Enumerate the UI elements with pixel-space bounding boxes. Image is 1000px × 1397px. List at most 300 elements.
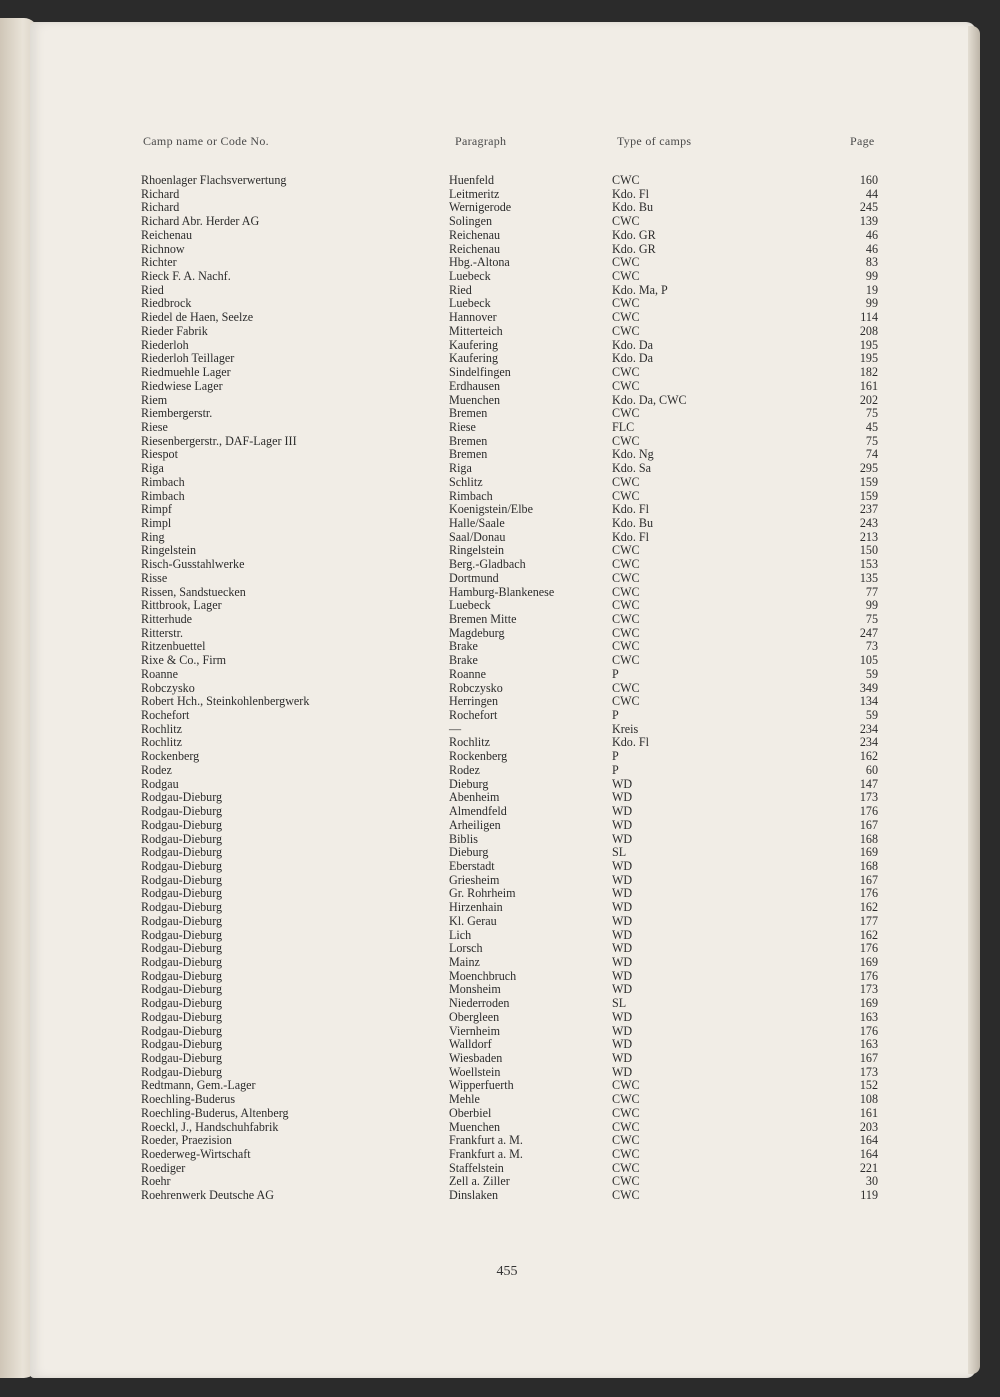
table-row	[0, 256, 1000, 270]
table-row	[0, 887, 1000, 901]
table-row	[0, 201, 1000, 215]
table-row	[0, 736, 1000, 750]
table-row	[0, 1025, 1000, 1039]
paragraph-cell: Bremen	[449, 447, 488, 462]
page-ref-cell: 168	[859, 831, 878, 846]
camp-type-cell: P	[612, 666, 619, 681]
paragraph-cell: Sindelfingen	[449, 365, 511, 380]
camp-name-cell: Robczysko	[141, 680, 195, 695]
table-row	[0, 682, 1000, 696]
column-header-paragraph: Paragraph	[455, 134, 507, 148]
paragraph-cell: Moenchbruch	[449, 968, 517, 983]
camp-name-cell: Riedmuehle Lager	[141, 365, 231, 380]
paragraph-cell: Brake	[449, 639, 478, 654]
camp-index-table	[0, 174, 1000, 1203]
table-row	[0, 544, 1000, 558]
camp-name-cell: Rimpf	[141, 502, 172, 517]
paragraph-cell: Kl. Gerau	[449, 913, 497, 928]
paragraph-cell: Viernheim	[449, 1023, 500, 1038]
camp-type-cell: WD	[612, 790, 633, 805]
camp-type-cell: CWC	[612, 612, 640, 626]
table-row	[0, 1134, 1000, 1148]
camp-type-cell: CWC	[612, 214, 640, 229]
page-ref-cell: 161	[859, 378, 878, 393]
camp-type-cell: CWC	[612, 378, 640, 393]
camp-type-cell: CWC	[612, 1160, 640, 1175]
page-ref-cell: 162	[859, 900, 878, 915]
paragraph-cell: Wiesbaden	[449, 1051, 503, 1065]
camp-type-cell: CWC	[612, 625, 640, 640]
paragraph-cell: Gr. Rohrheim	[449, 886, 516, 901]
table-row	[0, 915, 1000, 929]
camp-name-cell: Robert Hch., Steinkohlenbergwerk	[141, 694, 310, 709]
camp-type-cell: WD	[612, 927, 633, 942]
camp-name-cell: Riesenbergerstr., DAF-Lager III	[141, 433, 297, 448]
paragraph-cell: Walldorf	[449, 1037, 492, 1052]
camp-name-cell: Ritzenbuettel	[141, 639, 206, 654]
paragraph-cell: Roanne	[449, 666, 486, 681]
paragraph-cell: Griesheim	[449, 872, 500, 887]
table-row	[0, 901, 1000, 915]
paragraph-cell: Frankfurt a. M.	[449, 1133, 523, 1148]
camp-name-cell: Riedel de Haen, Seelze	[141, 310, 254, 325]
camp-type-cell: CWC	[612, 173, 640, 187]
camp-type-cell: Kdo. Fl	[612, 735, 649, 750]
paragraph-cell: Rockenberg	[449, 749, 508, 764]
column-header-camp-name: Camp name or Code No.	[143, 134, 269, 148]
camp-name-cell: Rodgau-Dieburg	[141, 804, 223, 819]
table-row	[0, 983, 1000, 997]
camp-name-cell: Rhoenlager Flachsverwertung	[141, 173, 287, 187]
paragraph-cell: Hamburg-Blankenese	[449, 584, 555, 599]
paragraph-cell: Schlitz	[449, 474, 483, 489]
table-row	[0, 1038, 1000, 1052]
camp-name-cell: Rodgau-Dieburg	[141, 790, 223, 805]
camp-type-cell: Kdo. Fl	[612, 186, 649, 201]
camp-name-cell: Rockenberg	[141, 749, 200, 764]
paragraph-cell: Luebeck	[449, 296, 491, 311]
table-row	[0, 394, 1000, 408]
paragraph-cell: Leitmeritz	[449, 186, 500, 201]
page-ref-cell: 44	[865, 186, 878, 201]
camp-name-cell: Riederloh	[141, 337, 189, 352]
paragraph-cell: Biblis	[449, 831, 478, 846]
camp-name-cell: Rodgau-Dieburg	[141, 941, 223, 956]
camp-type-cell: WD	[612, 831, 633, 846]
paragraph-cell: Halle/Saale	[449, 515, 505, 530]
page-ref-cell: 30	[865, 1174, 878, 1189]
camp-type-cell: CWC	[612, 323, 640, 338]
page-ref-cell: 176	[859, 1023, 878, 1038]
camp-name-cell: Rodgau-Dieburg	[141, 817, 223, 832]
camp-name-cell: Rochlitz	[141, 735, 182, 750]
paragraph-cell: Mainz	[449, 954, 480, 969]
camp-name-cell: Rodgau-Dieburg	[141, 845, 223, 860]
page-ref-cell: 164	[859, 1147, 878, 1162]
camp-name-cell: Richard	[141, 200, 180, 215]
table-row	[0, 339, 1000, 353]
page-ref-cell: 173	[859, 1064, 878, 1079]
page-ref-cell: 243	[859, 515, 878, 530]
camp-name-cell: Reichenau	[141, 227, 193, 242]
table-row	[0, 297, 1000, 311]
table-row	[0, 243, 1000, 257]
camp-type-cell: CWC	[612, 1078, 640, 1093]
table-row	[0, 860, 1000, 874]
paragraph-cell: Frankfurt a. M.	[449, 1147, 523, 1162]
paragraph-cell: Brake	[449, 653, 478, 668]
paragraph-cell: Riga	[449, 461, 472, 476]
page-ref-cell: 77	[865, 584, 878, 599]
table-row	[0, 421, 1000, 435]
table-row	[0, 435, 1000, 449]
paragraph-cell: Luebeck	[449, 269, 491, 284]
page-ref-cell: 167	[859, 1051, 878, 1065]
camp-type-cell: Kdo. Ng	[612, 447, 654, 462]
camp-name-cell: Roeder, Praezision	[141, 1133, 232, 1148]
camp-name-cell: Rodgau-Dieburg	[141, 886, 223, 901]
paragraph-cell: —	[449, 721, 462, 736]
page-ref-cell: 139	[859, 214, 878, 229]
camp-type-cell: WD	[612, 982, 633, 997]
table-row	[0, 229, 1000, 243]
table-row	[0, 1052, 1000, 1066]
camp-type-cell: WD	[612, 817, 633, 832]
paragraph-cell: Abenheim	[449, 790, 500, 805]
camp-name-cell: Roehrenwerk Deutsche AG	[141, 1188, 274, 1203]
page-ref-cell: 237	[859, 502, 878, 517]
camp-name-cell: Roechling-Buderus, Altenberg	[141, 1105, 289, 1120]
page-ref-cell: 150	[859, 543, 878, 558]
camp-type-cell: Kdo. Fl	[612, 502, 649, 517]
table-row	[0, 997, 1000, 1011]
camp-type-cell: Kdo. Da	[612, 351, 653, 366]
table-row	[0, 490, 1000, 504]
table-row	[0, 613, 1000, 627]
camp-name-cell: Rimbach	[141, 474, 185, 489]
paragraph-cell: Niederroden	[449, 996, 510, 1011]
table-row	[0, 709, 1000, 723]
page-ref-cell: 147	[859, 776, 878, 791]
table-row	[0, 599, 1000, 613]
page-ref-cell: 73	[865, 639, 878, 654]
paragraph-cell: Ried	[449, 282, 472, 297]
page-ref-cell: 119	[860, 1188, 878, 1203]
page-ref-cell: 176	[859, 804, 878, 819]
page-ref-cell: 213	[859, 529, 878, 544]
table-row	[0, 805, 1000, 819]
table-row	[0, 352, 1000, 366]
camp-type-cell: WD	[612, 968, 633, 983]
page-number: 455	[496, 1264, 518, 1279]
camp-name-cell: Rieck F. A. Nachf.	[141, 269, 231, 284]
camp-type-cell: Kdo. Bu	[612, 200, 653, 215]
paragraph-cell: Dortmund	[449, 570, 499, 585]
page-ref-cell: 152	[859, 1078, 878, 1093]
camp-name-cell: Rodgau-Dieburg	[141, 1051, 223, 1065]
camp-type-cell: Kreis	[612, 721, 639, 736]
paragraph-cell: Staffelstein	[449, 1160, 504, 1175]
page-ref-cell: 114	[860, 310, 878, 325]
page-ref-cell: 169	[859, 954, 878, 969]
page-ref-cell: 159	[859, 488, 878, 503]
camp-name-cell: Rochlitz	[141, 721, 182, 736]
paragraph-cell: Koenigstein/Elbe	[449, 502, 533, 517]
camp-type-cell: SL	[612, 996, 627, 1011]
camp-name-cell: Roanne	[141, 666, 178, 681]
camp-name-cell: Rittbrook, Lager	[141, 598, 222, 613]
paragraph-cell: Zell a. Ziller	[449, 1174, 510, 1189]
page-ref-cell: 176	[859, 941, 878, 956]
camp-name-cell: Roechling-Buderus	[141, 1092, 236, 1107]
camp-type-cell: CWC	[612, 488, 640, 503]
column-header-page: Page	[850, 134, 875, 148]
camp-type-cell: CWC	[612, 680, 640, 695]
camp-name-cell: Riedbrock	[141, 296, 192, 311]
page-ref-cell: 108	[859, 1092, 878, 1107]
paragraph-cell: Herringen	[449, 694, 499, 709]
camp-type-cell: Kdo. GR	[612, 241, 656, 256]
table-row	[0, 723, 1000, 737]
table-row	[0, 407, 1000, 421]
page-ref-cell: 99	[865, 296, 878, 311]
page-ref-cell: 234	[859, 721, 878, 736]
camp-type-cell: FLC	[612, 419, 635, 434]
page-ref-cell: 19	[865, 282, 878, 297]
camp-name-cell: Rodez	[141, 762, 172, 777]
camp-name-cell: Rodgau-Dieburg	[141, 1023, 223, 1038]
camp-type-cell: WD	[612, 941, 633, 956]
camp-type-cell: WD	[612, 886, 633, 901]
camp-name-cell: Risse	[141, 570, 168, 585]
table-row	[0, 1162, 1000, 1176]
page-ref-cell: 60	[865, 762, 878, 777]
camp-name-cell: Ring	[141, 529, 165, 544]
table-row	[0, 503, 1000, 517]
page-ref-cell: 75	[865, 612, 878, 626]
table-row	[0, 1175, 1000, 1189]
paragraph-cell: Wipperfuerth	[449, 1078, 514, 1093]
paragraph-cell: Obergleen	[449, 1009, 500, 1024]
table-row	[0, 956, 1000, 970]
page-ref-cell: 159	[859, 474, 878, 489]
table-row	[0, 1107, 1000, 1121]
camp-name-cell: Rodgau-Dieburg	[141, 927, 223, 942]
camp-type-cell: CWC	[612, 653, 640, 668]
camp-type-cell: CWC	[612, 296, 640, 311]
table-row	[0, 764, 1000, 778]
camp-type-cell: CWC	[612, 365, 640, 380]
paragraph-cell: Erdhausen	[449, 378, 501, 393]
page-ref-cell: 208	[859, 323, 878, 338]
page-ref-cell: 74	[865, 447, 878, 462]
paragraph-cell: Dieburg	[449, 776, 489, 791]
table-row	[0, 380, 1000, 394]
paragraph-cell: Hannover	[449, 310, 497, 325]
camp-name-cell: Rimbach	[141, 488, 185, 503]
camp-type-cell: P	[612, 708, 619, 723]
camp-type-cell: CWC	[612, 584, 640, 599]
camp-name-cell: Redtmann, Gem.-Lager	[141, 1078, 256, 1093]
camp-type-cell: CWC	[612, 255, 640, 270]
page-ref-cell: 59	[865, 666, 878, 681]
page-ref-cell: 153	[859, 557, 878, 572]
table-row	[0, 970, 1000, 984]
table-row	[0, 1093, 1000, 1107]
camp-name-cell: Rodgau-Dieburg	[141, 1064, 223, 1079]
page-ref-cell: 105	[859, 653, 878, 668]
paragraph-cell: Hirzenhain	[449, 900, 503, 915]
page-ref-cell: 173	[859, 982, 878, 997]
page-ref-cell: 46	[865, 227, 878, 242]
table-row	[0, 558, 1000, 572]
camp-type-cell: P	[612, 749, 619, 764]
paragraph-cell: Arheiligen	[449, 817, 501, 832]
camp-name-cell: Rodgau-Dieburg	[141, 831, 223, 846]
camp-type-cell: WD	[612, 913, 633, 928]
table-row	[0, 695, 1000, 709]
table-row	[0, 215, 1000, 229]
camp-type-cell: WD	[612, 1037, 633, 1052]
camp-name-cell: Richnow	[141, 241, 185, 256]
page-ref-cell: 247	[859, 625, 878, 640]
table-row	[0, 476, 1000, 490]
page-ref-cell: 75	[865, 406, 878, 421]
camp-name-cell: Riederloh Teillager	[141, 351, 235, 366]
paragraph-cell: Solingen	[449, 214, 493, 229]
paragraph-cell: Ringelstein	[449, 543, 505, 558]
page-ref-cell: 349	[859, 680, 878, 695]
camp-type-cell: CWC	[612, 570, 640, 585]
page-ref-cell: 177	[859, 913, 878, 928]
page-ref-cell: 164	[859, 1133, 878, 1148]
camp-name-cell: Riembergerstr.	[141, 406, 213, 421]
paragraph-cell: Bremen	[449, 406, 488, 421]
page-ref-cell: 99	[865, 598, 878, 613]
camp-name-cell: Rimpl	[141, 515, 172, 530]
table-row	[0, 819, 1000, 833]
paragraph-cell: Robczysko	[449, 680, 503, 695]
paragraph-cell: Dinslaken	[449, 1188, 499, 1203]
camp-type-cell: CWC	[612, 406, 640, 421]
camp-name-cell: Riedwiese Lager	[141, 378, 223, 393]
camp-name-cell: Riga	[141, 461, 164, 476]
paragraph-cell: Muenchen	[449, 1119, 501, 1134]
camp-name-cell: Rodgau-Dieburg	[141, 858, 223, 873]
paragraph-cell: Berg.-Gladbach	[449, 557, 526, 572]
camp-name-cell: Rodgau-Dieburg	[141, 996, 223, 1011]
page-ref-cell: 161	[859, 1105, 878, 1120]
table-row	[0, 462, 1000, 476]
camp-name-cell: Richard Abr. Herder AG	[141, 214, 260, 229]
camp-name-cell: Rodgau-Dieburg	[141, 872, 223, 887]
page-ref-cell: 182	[859, 365, 878, 380]
paragraph-cell: Monsheim	[449, 982, 501, 997]
paragraph-cell: Rochefort	[449, 708, 498, 723]
page-ref-cell: 75	[865, 433, 878, 448]
table-row	[0, 1121, 1000, 1135]
camp-type-cell: CWC	[612, 557, 640, 572]
table-row	[0, 874, 1000, 888]
camp-name-cell: Rodgau-Dieburg	[141, 1009, 223, 1024]
page-ref-cell: 135	[859, 570, 878, 585]
table-row	[0, 791, 1000, 805]
camp-type-cell: CWC	[612, 433, 640, 448]
paragraph-cell: Oberbiel	[449, 1105, 492, 1120]
camp-name-cell: Ried	[141, 282, 164, 297]
camp-type-cell: CWC	[612, 1174, 640, 1189]
paragraph-cell: Rochlitz	[449, 735, 490, 750]
page-ref-cell: 46	[865, 241, 878, 256]
table-row	[0, 750, 1000, 764]
page-ref-cell: 176	[859, 968, 878, 983]
table-row	[0, 284, 1000, 298]
paragraph-cell: Kaufering	[449, 337, 499, 352]
paragraph-cell: Magdeburg	[449, 625, 505, 640]
camp-type-cell: WD	[612, 776, 633, 791]
camp-name-cell: Roederweg-Wirtschaft	[141, 1147, 251, 1162]
page-ref-cell: 167	[859, 872, 878, 887]
table-row	[0, 572, 1000, 586]
page-ref-cell: 221	[859, 1160, 878, 1175]
table-row	[0, 311, 1000, 325]
table-row	[0, 270, 1000, 284]
page-ref-cell: 83	[865, 255, 878, 270]
page-ref-cell: 162	[859, 749, 878, 764]
page-ref-cell: 168	[859, 858, 878, 873]
paragraph-cell: Reichenau	[449, 227, 501, 242]
camp-type-cell: WD	[612, 1064, 633, 1079]
camp-type-cell: Kdo. Bu	[612, 515, 653, 530]
camp-type-cell: P	[612, 762, 619, 777]
page-ref-cell: 195	[859, 337, 878, 352]
camp-name-cell: Richter	[141, 255, 177, 270]
camp-type-cell: SL	[612, 845, 627, 860]
camp-type-cell: WD	[612, 872, 633, 887]
camp-name-cell: Riese	[141, 419, 168, 434]
page-ref-cell: 99	[865, 269, 878, 284]
paragraph-cell: Lich	[449, 927, 472, 942]
camp-name-cell: Ringelstein	[141, 543, 197, 558]
paragraph-cell: Luebeck	[449, 598, 491, 613]
table-row	[0, 1011, 1000, 1025]
camp-type-cell: Kdo. Da, CWC	[612, 392, 687, 407]
page-ref-cell: 163	[859, 1009, 878, 1024]
camp-name-cell: Rieder Fabrik	[141, 323, 208, 338]
page-ref-cell: 160	[859, 173, 878, 187]
camp-name-cell: Riespot	[141, 447, 178, 462]
camp-type-cell: WD	[612, 900, 633, 915]
camp-type-cell: CWC	[612, 1119, 640, 1134]
page-ref-cell: 245	[859, 200, 878, 215]
paragraph-cell: Lorsch	[449, 941, 483, 956]
camp-type-cell: Kdo. Sa	[612, 461, 651, 476]
paragraph-cell: Riese	[449, 419, 476, 434]
paragraph-cell: Rodez	[449, 762, 480, 777]
paragraph-cell: Huenfeld	[449, 173, 494, 187]
table-row	[0, 654, 1000, 668]
page-ref-cell: 59	[865, 708, 878, 723]
table-row	[0, 1189, 1000, 1203]
camp-type-cell: CWC	[612, 1188, 640, 1203]
camp-type-cell: CWC	[612, 474, 640, 489]
camp-name-cell: Roediger	[141, 1160, 186, 1175]
page-ref-cell: 134	[859, 694, 878, 709]
camp-type-cell: CWC	[612, 598, 640, 613]
camp-name-cell: Riem	[141, 392, 168, 407]
page-ref-cell: 202	[859, 392, 878, 407]
camp-type-cell: CWC	[612, 310, 640, 325]
